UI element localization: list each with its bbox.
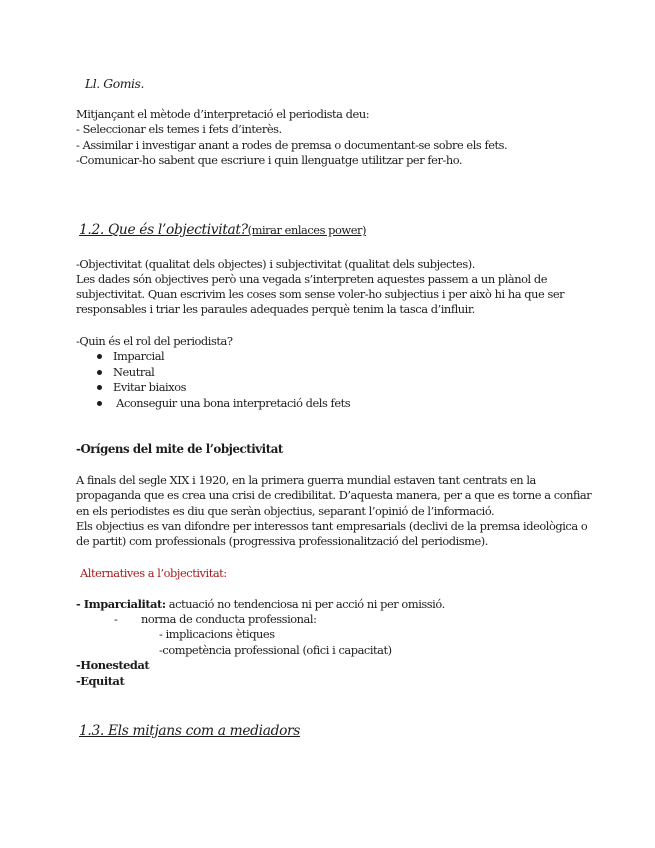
intro-line: -Comunicar-ho sabent que escriure i quin llenguatge utilitzar per fer-ho. [76,153,463,167]
term-equitat: -Equitat [76,674,125,688]
paragraph-line: responsables i triar les paraules adequades perquè tenim la tasca d’influir. [76,302,475,316]
paragraph-line: Els objectius es van difondre per interessos tant empresarials (declivi de la premsa ideològica o [76,519,588,533]
section-heading-1-3: 1.3. Els mitjans com a mediadors [79,723,301,739]
list-item: Evitar biaixos [97,380,186,395]
paragraph-line: propaganda que es crea una crisi de credibilitat. D’aquesta manera, per a que es torne a confiar [76,488,592,502]
definition-line [76,597,445,612]
paragraph-line: de partit) com professionals (progressiva professionalització del periodisme). [76,534,488,548]
paragraph-line: -Objectivitat (qualitat dels objectes) i subjectivitat (qualitat dels subjectes). [76,257,475,271]
list-item: Neutral [97,365,154,380]
sub-sub-item: - implicacions ètiques [159,627,275,641]
term-label: - Imparcialitat: [76,597,166,611]
paragraph-line: subjectivitat. Quan escrivim les coses som sense voler-ho subjectius i per això hi ha que ser [76,287,565,301]
paragraph-line: A finals del segle XIX i 1920, en la primera guerra mundial estaven tant centrats en la [76,473,536,487]
paragraph-line: Les dades són objectives però una vegada s’interpreten aquestes passem a un plànol de [76,272,548,286]
sub-item: norma de conducta professional: [141,612,317,626]
bullet-icon [97,370,102,375]
section-heading-1-2 [79,221,366,239]
term-definition: actuació no tendenciosa ni per acció ni per omissió. [165,597,445,611]
sub-dash: - [114,612,118,626]
paragraph-line: en els periodistes es diu que seràn objectius, separant l’opinió de l’informació. [76,504,495,518]
intro-line: - Seleccionar els temes i fets d’interès. [76,122,282,136]
list-item: Imparcial [97,349,164,364]
bullet-icon [97,401,102,406]
term-honestedat: -Honestedat [76,658,150,672]
intro-line: - Assimilar i investigar anant a rodes de premsa o documentant-se sobre els fets. [76,138,508,152]
intro-line: Mitjançant el mètode d’interpretació el periodista deu: [76,107,370,121]
sub-sub-item: -competència professional (ofici i capacitat) [159,643,392,657]
list-item: Aconseguir una bona interpretació dels fets [97,396,350,411]
section-title: 1.2. Que és l’objectivitat? [79,222,248,238]
bullet-icon [97,385,102,390]
origins-heading: -Orígens del mite de l’objectivitat [76,442,283,456]
bullet-icon [97,354,102,359]
author-name: Ll. Gomis. [85,76,144,91]
alternatives-heading: Alternatives a l’objectivitat: [80,566,227,580]
question-line: -Quin és el rol del periodista? [76,334,233,348]
section-note: (mirar enlaces power) [247,223,366,237]
